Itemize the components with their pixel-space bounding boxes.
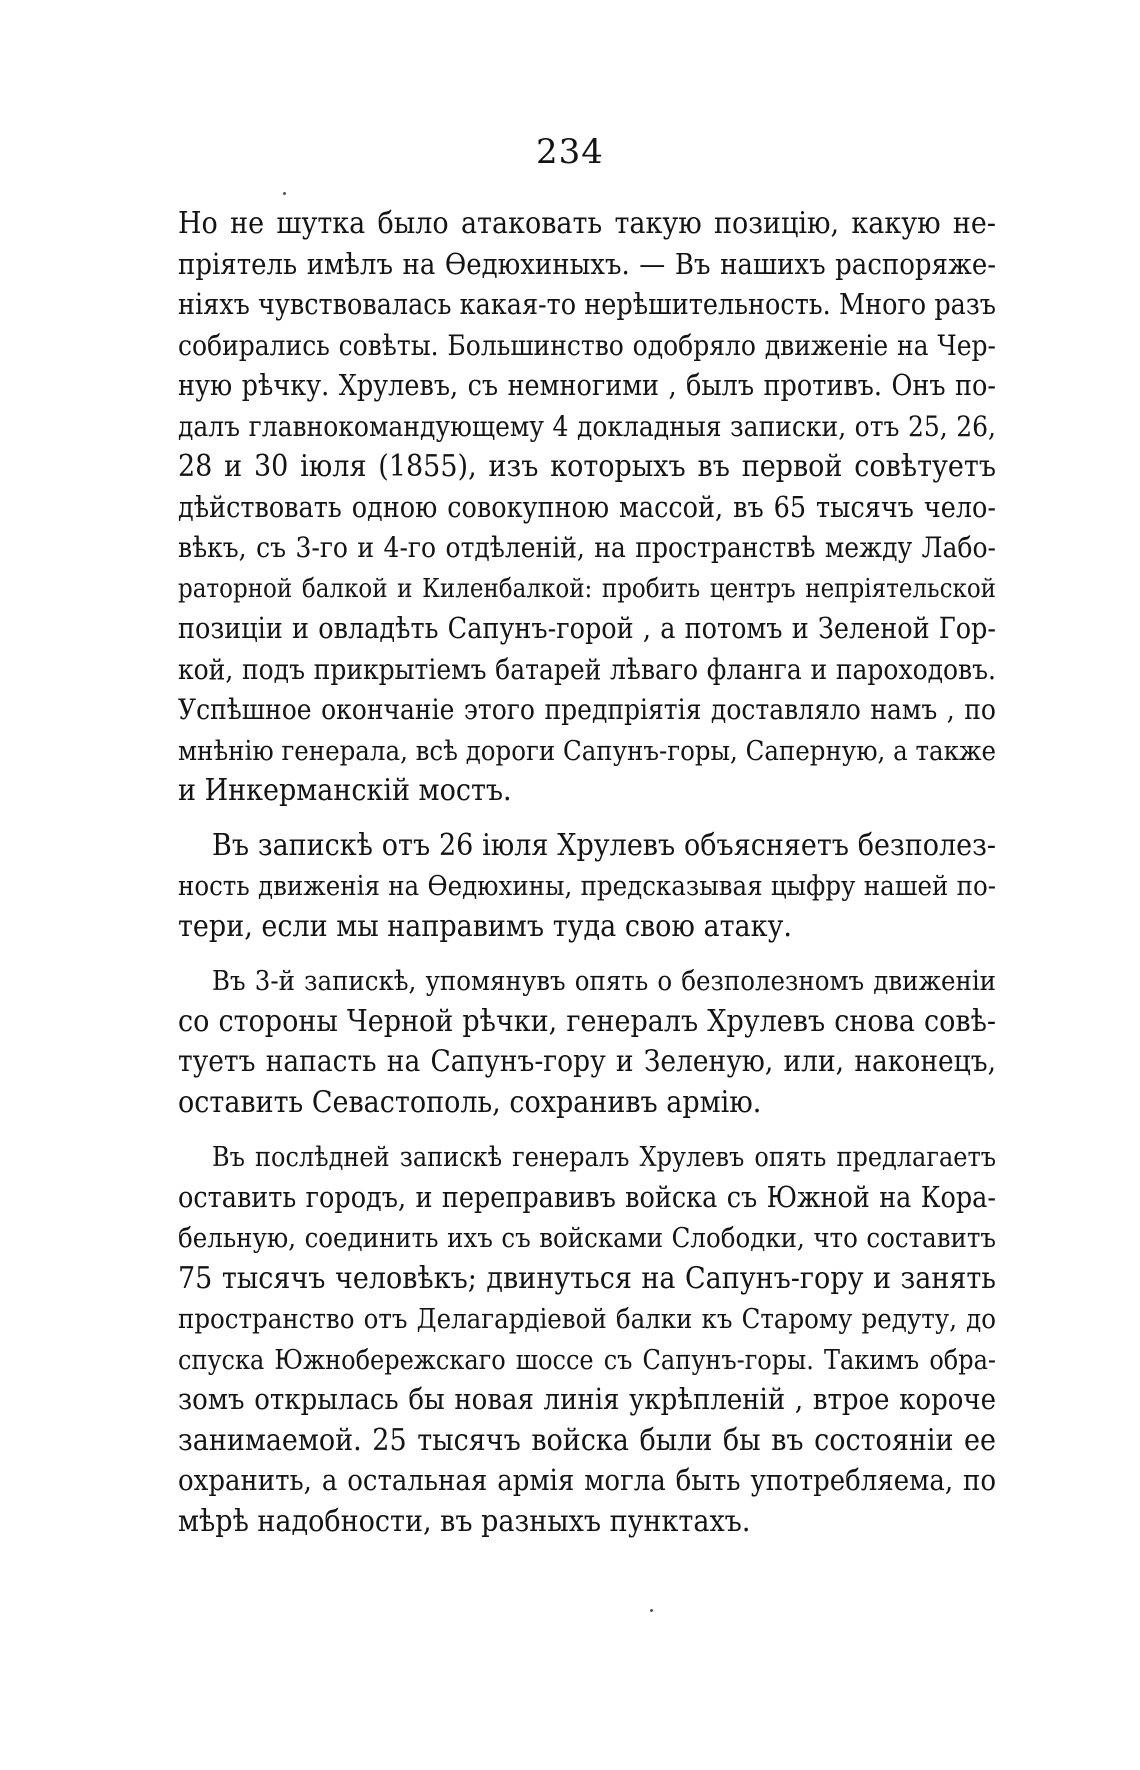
text-line: Въ запискѣ отъ 26 іюля Хрулевъ объясняетъ безполез- xyxy=(212,827,996,863)
text-line: зомъ открылась бы новая линія укрѣпленій , втрое короче xyxy=(178,1383,996,1417)
text-line: далъ главнокомандующему 4 докладныя записки, отъ 25, 26, xyxy=(178,409,996,443)
text-line: туетъ напасть на Сапунъ-гору и Зеленую, или, наконецъ, xyxy=(178,1044,996,1079)
text-line: позиціи и овладѣть Сапунъ-горой , а потомъ и Зеленой Гор- xyxy=(178,612,996,646)
print-speck xyxy=(650,1609,653,1612)
text-line: вѣкъ, съ 3-го и 4-го отдѣленій, на пространствѣ между Лабо- xyxy=(178,531,996,564)
text-line: занимаемой. 25 тысячъ войска были бы въ состояніи ее xyxy=(178,1422,996,1458)
text-line: кой, подъ прикрытіемъ батарей лѣваго фланга и пароходовъ. xyxy=(178,652,996,686)
text-line: Но не шутка было атаковать такую позицію, какую не- xyxy=(178,206,996,241)
text-line: охранить, а остальная армія могла быть употребляема, по xyxy=(178,1464,996,1498)
text-line: ную рѣчку. Хрулевъ, съ немногими , былъ противъ. Онъ по- xyxy=(178,369,996,403)
text-line: раторной балкой и Киленбалкой: пробить центръ непріятельской xyxy=(178,573,996,604)
text-line: спуска Южнобережскаго шоссе съ Сапунъ-горы. Такимъ обра- xyxy=(178,1343,996,1376)
text-line: 28 и 30 іюля (1855), изъ которыхъ въ первой совѣтуетъ xyxy=(178,449,996,484)
text-line: собирались совѣты. Большинство одобряло движеніе на Чер- xyxy=(178,328,996,362)
text-line: бельную, соединить ихъ съ войсками Слободки, что составитъ xyxy=(178,1221,996,1254)
text-line: пріятель имѣлъ на Ѳедюхиныхъ. — Въ нашихъ распоряже- xyxy=(178,247,996,282)
text-line: Въ 3-й запискѣ, упомянувъ опять о безполезномъ движеніи xyxy=(212,964,996,997)
paragraph-4 xyxy=(178,1137,996,1542)
text-line: ніяхъ чувствовалась какая-то нерѣшительность. Много разъ xyxy=(178,288,996,322)
text-line: дѣйствовать одною совокупною массой, въ 65 тысячъ чело- xyxy=(178,490,996,525)
text-line: оставить городъ, и переправивъ войска съ Южной на Кора- xyxy=(178,1180,996,1215)
text-line: Успѣшное окончаніе этого предпріятія доставляло намъ , по xyxy=(178,693,996,726)
text-line: 75 тысячъ человѣкъ; двинуться на Сапунъ-гору и занять xyxy=(178,1260,996,1296)
text-line: и Инкерманскій мостъ. xyxy=(178,773,512,808)
text-line: мнѣнію генерала, всѣ дороги Сапунъ-горы, Саперную, а также xyxy=(178,733,996,767)
text-line: мѣрѣ надобности, въ разныхъ пунктахъ. xyxy=(178,1503,751,1539)
body-text xyxy=(178,204,996,1542)
page-number: 234 xyxy=(536,132,604,172)
text-line: со стороны Черной рѣчки, генералъ Хрулевъ снова совѣ- xyxy=(178,1003,996,1039)
print-speck xyxy=(283,192,286,195)
text-line: Въ послѣдней запискѣ генералъ Хрулевъ опять предлагаетъ xyxy=(212,1141,996,1173)
paragraph-3 xyxy=(178,961,996,1123)
text-line: пространство отъ Делагардіевой балки къ Старому редуту, до xyxy=(178,1302,996,1335)
text-line: оставить Севастополь, сохранивъ армію. xyxy=(178,1084,762,1120)
paragraph-2 xyxy=(178,826,996,948)
text-line: ность движенія на Ѳедюхины, предсказывая цыфру нашей по- xyxy=(178,869,996,902)
text-line: тери, если мы направимъ туда свою атаку. xyxy=(178,908,792,944)
paragraph-1 xyxy=(178,204,996,812)
